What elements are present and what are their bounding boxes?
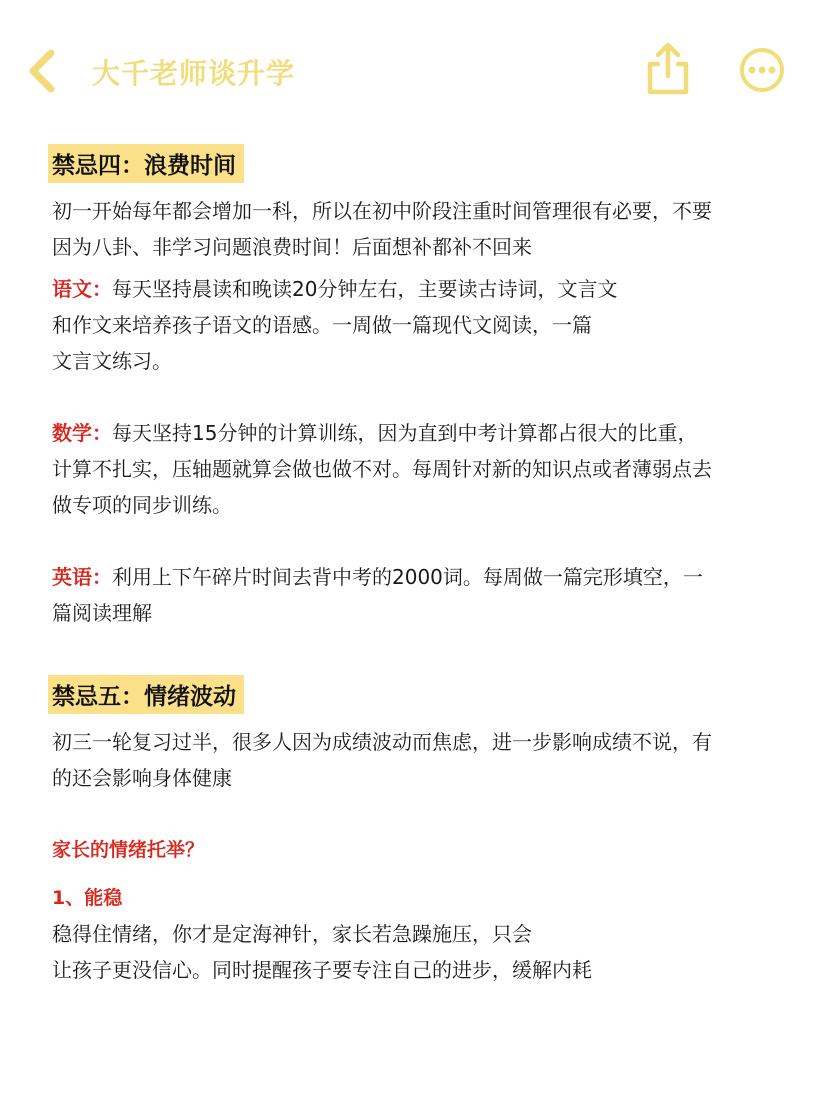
english-label: 英语： xyxy=(52,565,112,589)
chinese-label: 语文： xyxy=(52,277,112,301)
section-heading-4: 禁忌四：浪费时间 xyxy=(48,144,244,183)
share-icon xyxy=(640,40,696,96)
section5-intro: 初三一轮复习过半，很多人因为成绩波动而焦虑，进一步影响成绩不说，有的还会影响身体健康 xyxy=(52,730,712,790)
share-button[interactable] xyxy=(640,40,696,96)
math-label: 数学： xyxy=(52,421,112,445)
chevron-left-icon xyxy=(27,49,57,93)
english-text: 利用上下午碎片时间去背中考的2000词。每周做一篇完形填空，一篇阅读理解 xyxy=(52,565,703,625)
point-1-line-1: 稳得住情绪，你才是定海神针，家长若急躁施压，只会 xyxy=(52,922,532,946)
more-icon xyxy=(738,46,786,94)
math-tip xyxy=(52,415,712,523)
section4-intro: 初一开始每年都会增加一科，所以在初中阶段注重时间管理很有必要，不要因为八卦、非学习问题浪费时间！后面想补都补不回来 xyxy=(52,199,712,259)
top-bar xyxy=(0,0,828,140)
back-button[interactable] xyxy=(22,46,62,96)
chinese-line-2: 和作文来培养孩子语文的语感。一周做一篇现代文阅读，一篇 xyxy=(52,313,592,337)
point-1-text xyxy=(52,916,712,988)
article-body xyxy=(52,140,712,988)
more-button[interactable] xyxy=(738,46,786,94)
section-heading-5: 禁忌五：情绪波动 xyxy=(48,675,244,714)
english-tip xyxy=(52,559,712,631)
chinese-line-1: 每天坚持晨读和晚读20分钟左右，主要读古诗词，文言文 xyxy=(112,277,618,301)
point-1-title: 1、能稳 xyxy=(52,887,123,909)
math-text: 每天坚持15分钟的计算训练，因为直到中考计算都占很大的比重，计算不扎实，压轴题就算会做也做不对。每周针对新的知识点或者薄弱点去做专项的同步训练。 xyxy=(52,421,712,517)
point-1-line-2: 让孩子更没信心。同时提醒孩子要专注自己的进步，缓解内耗 xyxy=(52,958,592,982)
chinese-line-3: 文言文练习。 xyxy=(52,349,172,373)
parent-emotion-subhead: 家长的情绪托举？ xyxy=(52,839,205,861)
chinese-tip xyxy=(52,271,712,379)
page-title: 大千老师谈升学 xyxy=(92,57,296,90)
